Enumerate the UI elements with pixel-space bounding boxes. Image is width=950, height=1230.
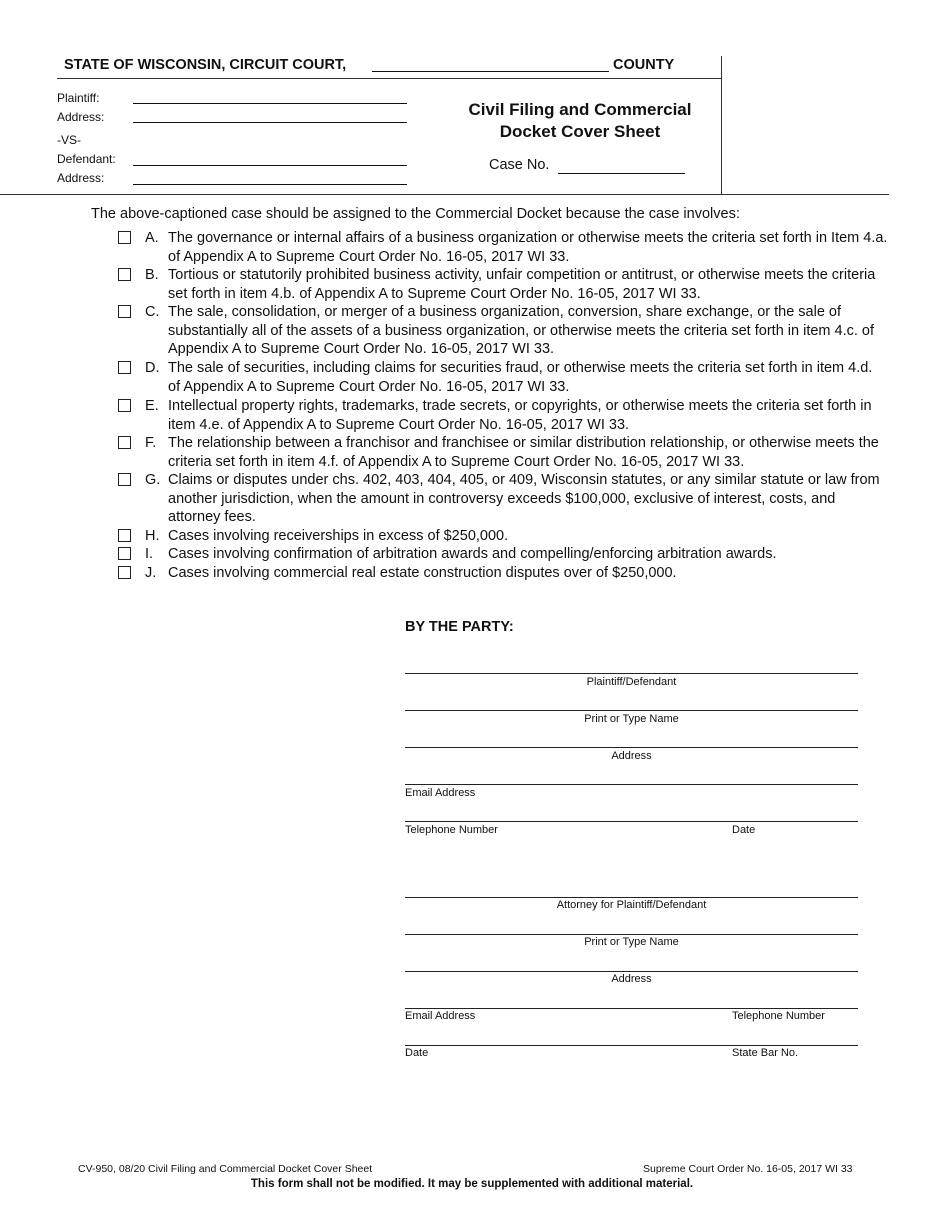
item-letter: D. [145, 360, 160, 376]
county-name-field[interactable] [372, 71, 609, 72]
party-signature-caption: Plaintiff/Defendant [586, 676, 677, 688]
criteria-checkbox[interactable] [118, 305, 131, 318]
defendant-address-field[interactable] [133, 184, 407, 185]
case-number-label: Case No. [489, 157, 550, 173]
attorney-signature-line[interactable] [405, 897, 858, 898]
plaintiff-field[interactable] [133, 103, 407, 104]
intro-text: The above-captioned case should be assigned to the Commercial Docket because the case involves: [91, 206, 740, 222]
item-letter: A. [145, 230, 159, 246]
criteria-item [118, 266, 888, 303]
criteria-item [118, 527, 888, 546]
attorney-name-line[interactable] [405, 934, 858, 935]
item-text: Intellectual property rights, trademarks, trade secrets, or copyrights, or otherwise meets the criteria set forth in item 4.e. of Appendix A to Supreme Court Order No. 16-05, 2017 WI 33. [168, 398, 872, 433]
item-letter: F. [145, 435, 157, 451]
footer-form-id: CV-950, 08/20 Civil Filing and Commercial Docket Cover Sheet [78, 1163, 373, 1175]
item-letter: G. [145, 472, 161, 488]
court-state-label: STATE OF WISCONSIN, CIRCUIT COURT, [64, 57, 347, 73]
item-letter: I. [145, 546, 154, 562]
plaintiff-label: Plaintiff: [57, 91, 100, 105]
criteria-checkbox[interactable] [118, 473, 131, 486]
footer-court-order: Supreme Court Order No. 16-05, 2017 WI 33 [643, 1163, 853, 1175]
attorney-email-caption: Email Address [405, 1010, 476, 1022]
item-letter: H. [145, 528, 160, 544]
attorney-name-caption: Print or Type Name [584, 936, 679, 948]
party-date-caption: Date [732, 824, 756, 836]
header-divider [57, 78, 721, 79]
form-title [440, 99, 720, 143]
party-name-caption: Print or Type Name [584, 713, 679, 725]
attorney-email-phone-line[interactable] [405, 1008, 858, 1009]
defendant-field[interactable] [133, 165, 407, 166]
criteria-item [118, 471, 888, 527]
header-vertical-divider [721, 56, 722, 194]
defendant-address-label: Address: [57, 171, 105, 185]
plaintiff-address-field[interactable] [133, 122, 407, 123]
footer-notice: This form shall not be modified. It may be supplemented with additional material. [250, 1178, 694, 1190]
by-the-party-heading: BY THE PARTY: [405, 619, 514, 635]
criteria-checkbox[interactable] [118, 399, 131, 412]
item-letter: C. [145, 304, 160, 320]
attorney-telephone-caption: Telephone Number [732, 1010, 825, 1022]
criteria-checkbox[interactable] [118, 361, 131, 374]
criteria-checkbox[interactable] [118, 231, 131, 244]
criteria-checkbox[interactable] [118, 436, 131, 449]
item-letter: B. [145, 267, 159, 283]
attorney-address-caption: Address [611, 973, 652, 985]
county-label: COUNTY [613, 57, 675, 73]
item-letter: E. [145, 398, 159, 414]
attorney-signature-caption: Attorney for Plaintiff/Defendant [556, 899, 707, 911]
form-title-line-1: Civil Filing and Commercial [468, 100, 692, 119]
party-email-caption: Email Address [405, 787, 476, 799]
criteria-item [118, 564, 888, 583]
item-text: Cases involving commercial real estate construction disputes over of $250,000. [168, 565, 677, 581]
item-text: The sale of securities, including claims for securities fraud, or otherwise meets the criteria set forth in item 4.d. of Appendix A to Supreme Court Order No. 16-05, 2017 WI 33. [168, 360, 873, 395]
criteria-item [118, 397, 888, 434]
item-letter: J. [145, 565, 157, 581]
criteria-checkbox[interactable] [118, 566, 131, 579]
plaintiff-address-label: Address: [57, 110, 105, 124]
item-text: Tortious or statutorily prohibited business activity, unfair competition or antitrust, or otherwise meets the criteria set forth in item 4.b. of Appendix A to Supreme Court Order No. 16-05, 2017 WI 33. [168, 267, 876, 302]
item-text: The relationship between a franchisor and franchisee or similar distribution relationship, or otherwise meets the criteria set forth in item 4.f. of Appendix A to Supreme Court Order No. 16-05, 2017 WI 33. [168, 435, 879, 470]
criteria-checkbox[interactable] [118, 547, 131, 560]
criteria-item [118, 229, 888, 266]
party-address-caption: Address [611, 750, 652, 762]
criteria-item [118, 545, 888, 564]
attorney-address-line[interactable] [405, 971, 858, 972]
item-text: Cases involving receiverships in excess of $250,000. [168, 528, 509, 544]
party-name-line[interactable] [405, 710, 858, 711]
criteria-item [118, 434, 888, 471]
item-text: The sale, consolidation, or merger of a business organization, conversion, share exchange, or the sale of substantially all of the assets of a business organization, or otherwise meets the criteria set forth in item 4.c. of Appendix A to Supreme Court Order No. 16-05, 2017 WI 33. [168, 304, 875, 358]
attorney-state-bar-caption: State Bar No. [732, 1047, 799, 1059]
header-bottom-divider [0, 194, 889, 195]
party-signature-line[interactable] [405, 673, 858, 674]
criteria-checkbox[interactable] [118, 529, 131, 542]
party-address-line[interactable] [405, 747, 858, 748]
attorney-date-bar-line[interactable] [405, 1045, 858, 1046]
party-telephone-caption: Telephone Number [405, 824, 498, 836]
attorney-date-caption: Date [405, 1047, 429, 1059]
party-email-line[interactable] [405, 784, 858, 785]
defendant-label: Defendant: [57, 152, 116, 166]
party-phone-date-line[interactable] [405, 821, 858, 822]
item-text: The governance or internal affairs of a business organization or otherwise meets the criteria set forth in Item 4.a. of Appendix A to Supreme Court Order No. 16-05, 2017 WI 33. [168, 230, 888, 265]
item-text: Claims or disputes under chs. 402, 403, 404, 405, or 409, Wisconsin statutes, or any similar statute or law from another jurisdiction, when the amount in controversy exceeds $100,000, exclusive of interest, costs, and attorney fees. [168, 472, 880, 526]
criteria-checkbox[interactable] [118, 268, 131, 281]
versus-label: -VS- [57, 133, 81, 147]
item-text: Cases involving confirmation of arbitration awards and compelling/enforcing arbitration awards. [168, 546, 777, 562]
case-number-field[interactable] [558, 173, 685, 174]
criteria-item [118, 303, 888, 359]
criteria-item [118, 359, 888, 396]
form-title-line-2: Docket Cover Sheet [499, 122, 661, 141]
